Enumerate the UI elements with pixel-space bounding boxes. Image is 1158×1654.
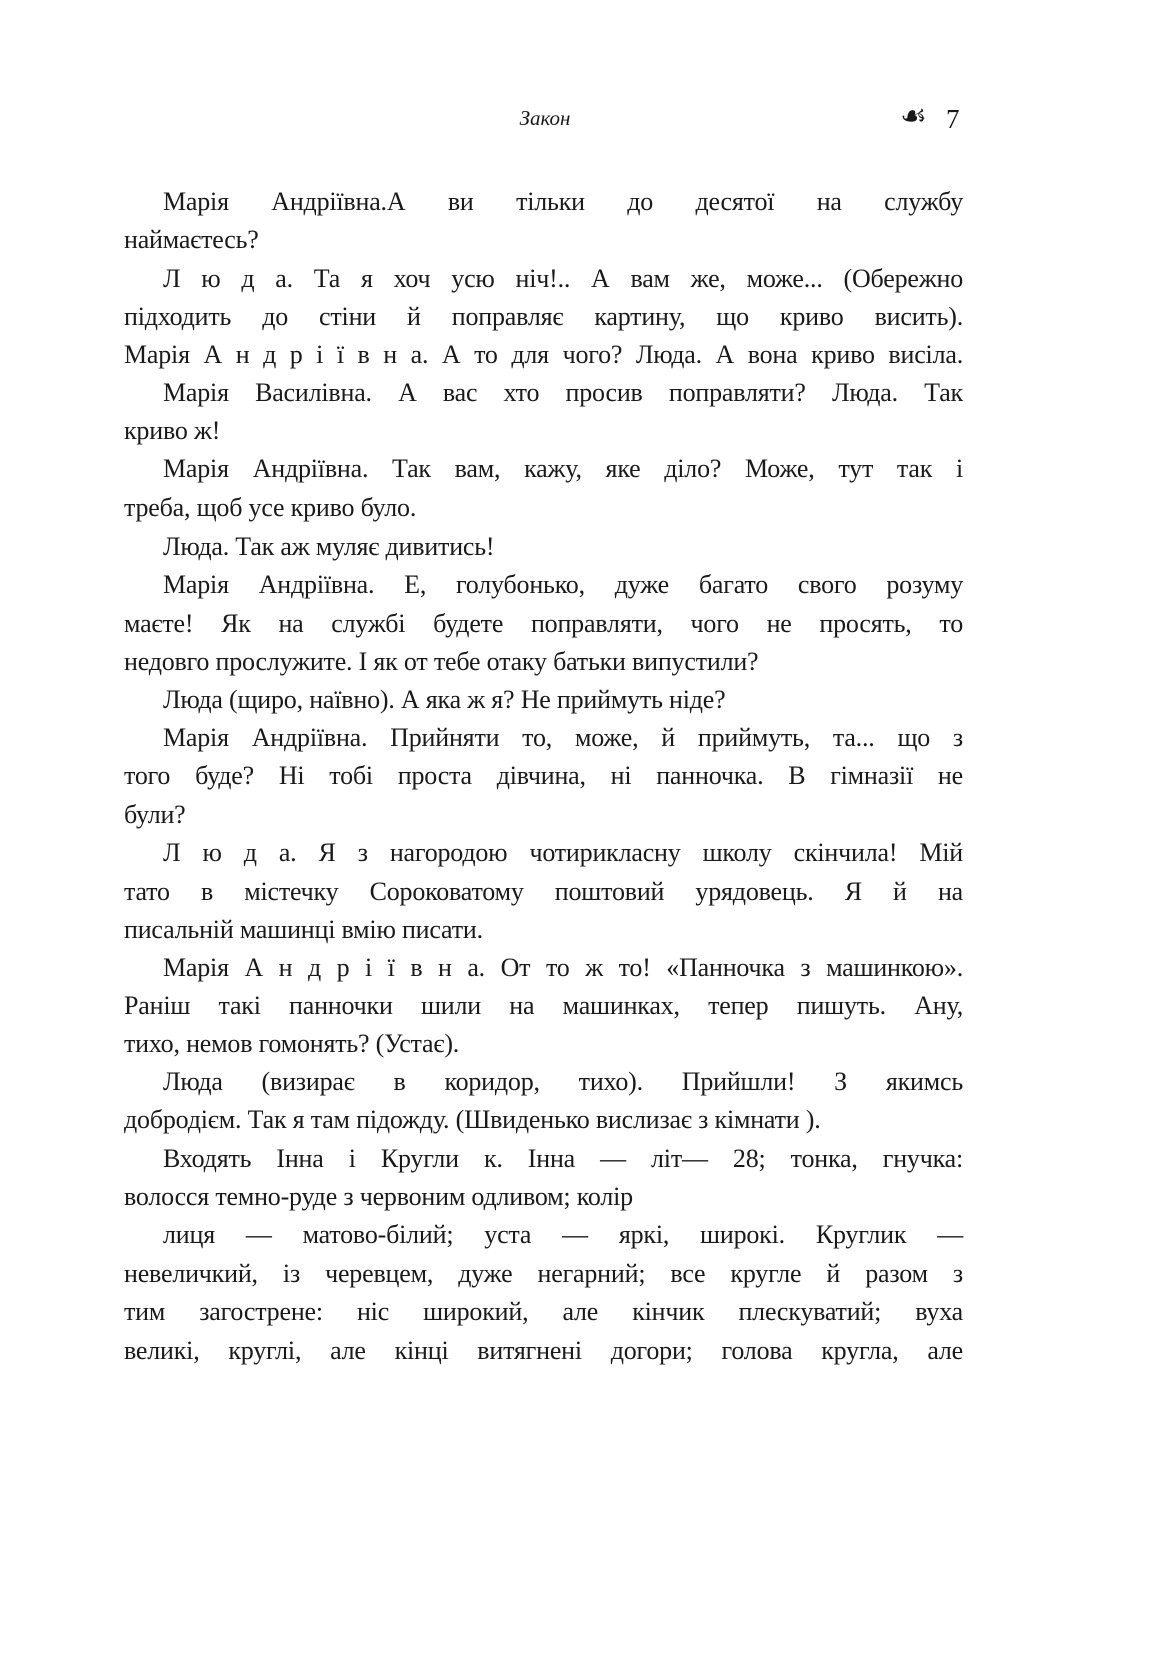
floral-ornament-icon: ☙ [900, 99, 927, 134]
text-line: Люда. Так аж муляє дивитись! [163, 532, 495, 561]
text-line: невеличкий, із черевцем, дуже негарний; все кругле й разом з [124, 1259, 963, 1288]
text-line: Раніш такі панночки шили на машинках, тепер пишуть. Ану, [124, 991, 963, 1020]
running-title: Закон [519, 106, 571, 130]
text-line: підходить до стіни й поправляє картину, що криво висить). [124, 302, 963, 331]
text-line: Марія Андріївна.А ви тільки до десятої на службу [163, 187, 963, 216]
text-line: великі, круглі, але кінці витягнені догори; голова кругла, але [124, 1336, 963, 1365]
text-line: були? [124, 800, 186, 829]
text-line: Люда (щиро, наївно). А яка ж я? Не приймуть ніде? [163, 685, 726, 714]
text-line: Марія А н д р і ї в н а. От то ж то! «Панночка з машинкою». [163, 953, 963, 982]
text-line: Марія Василівна. А вас хто просив поправляти? Люда. Так [163, 378, 963, 407]
text-line: добродієм. Так я там підожду. (Швиденько вислизає з кімнати ). [124, 1105, 821, 1134]
text-line: Л ю д а. Та я хоч усю ніч!.. А вам же, може... (Обережно [163, 264, 963, 293]
text-line: писальній машинці вмію писати. [124, 915, 483, 944]
text-line: лиця — матово-білий; уста — яркі, широкі. Круглик — [163, 1220, 963, 1249]
text-line: тихо, немов гомонять? (Устає). [124, 1029, 460, 1058]
text-line: тим загострене: ніс широкий, але кінчик плескуватий; вуха [124, 1297, 963, 1326]
text-line: волосся темно-руде з червоним одливом; колір [124, 1182, 633, 1211]
text-line: Входять Інна і Кругли к. Інна — літ— 28; тонка, гнучка: [163, 1144, 963, 1173]
text-line: Л ю д а. Я з нагородою чотирикласну школу скінчила! Мій [163, 838, 963, 867]
text-line: недовго прослужите. І як от тебе отаку батьки випустили? [124, 647, 759, 676]
text-line: Марія Андріївна. Прийняти то, може, й приймуть, та... що з [163, 723, 963, 752]
text-line: треба, щоб усе криво було. [124, 493, 417, 522]
text-line: криво ж! [124, 416, 221, 445]
page-number: 7 [946, 104, 960, 134]
text-line: Марія А н д р і ї в н а. А то для чого? Люда. А вона криво висіла. [124, 340, 963, 369]
text-line: Марія Андріївна. Е, голубонько, дуже багато свого розуму [163, 570, 963, 599]
text-line: Марія Андріївна. Так вам, кажу, яке діло? Може, тут так і [163, 454, 963, 483]
text-line: Люда (визирає в коридор, тихо). Прийшли! З якимсь [163, 1067, 963, 1096]
text-line: того буде? Ні тобі проста дівчина, ні панночка. В гімназії не [124, 761, 963, 790]
text-line: маєте! Як на службі будете поправляти, чого не просять, то [124, 609, 963, 638]
text-line: тато в містечку Сороковатому поштовий урядовець. Я й на [124, 877, 963, 906]
text-line: наймаєтесь? [124, 225, 259, 254]
